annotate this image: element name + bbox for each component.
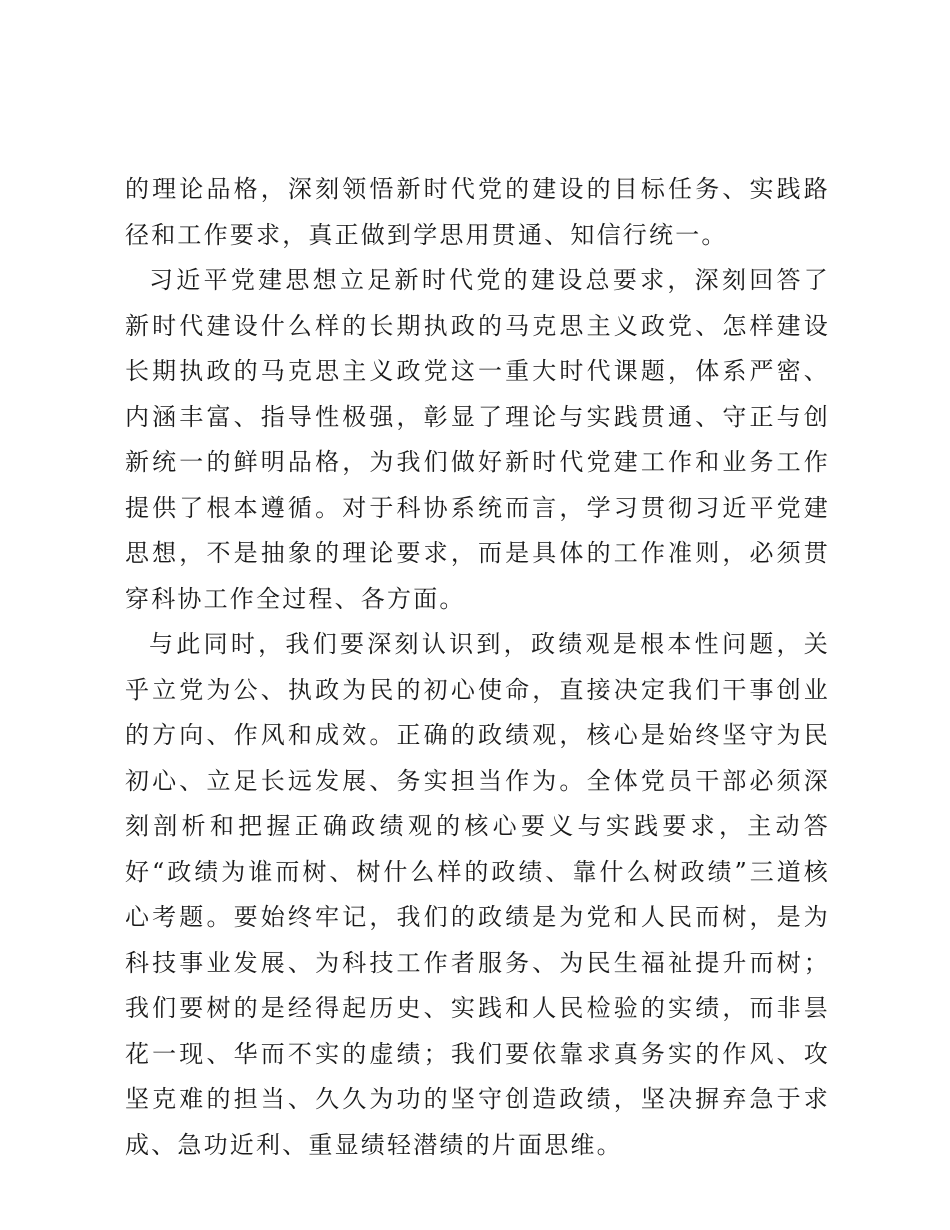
paragraph-2: 习近平党建思想立足新时代党的建设总要求，深刻回答了新时代建设什么样的长期执政的马克思主义政党、怎样建设长期执政的马克思主义政党这一重大时代课题，体系严密、内涵丰富、指导性极强，彰显了理论与实践贯通、守正与创新统一的鲜明品格，为我们做好新时代党建工作和业务工作提供了根本遵循。对于科协系统而言，学习贯彻习近平党建思想，不是抽象的理论要求，而是具体的工作准则，必须贯穿科协工作全过程、各方面。 xyxy=(125,266,830,613)
document-body xyxy=(125,167,830,1168)
paragraph-1: 的理论品格，深刻领悟新时代党的建设的目标任务、实践路径和工作要求，真正做到学思用贯通、知信行统一。 xyxy=(125,175,830,249)
paragraph-3: 与此同时，我们要深刻认识到，政绩观是根本性问题，关乎立党为公、执政为民的初心使命，直接决定我们干事创业的方向、作风和成效。正确的政绩观，核心是始终坚守为民初心、立足长远发展、务实担当作为。全体党员干部必须深刻剖析和把握正确政绩观的核心要义与实践要求，主动答好“政绩为谁而树、树什么样的政绩、靠什么树政绩”三道核心考题。要始终牢记，我们的政绩是为党和人民而树，是为科技事业发展、为科技工作者服务、为民生福祉提升而树；我们要树的是经得起历史、实践和人民检验的实绩，而非昙花一现、华而不实的虚绩；我们要依靠求真务实的作风、攻坚克难的担当、久久为功的坚守创造政绩，坚决摒弃急于求成、急功近利、重显绩轻潜绩的片面思维。 xyxy=(125,630,830,1159)
